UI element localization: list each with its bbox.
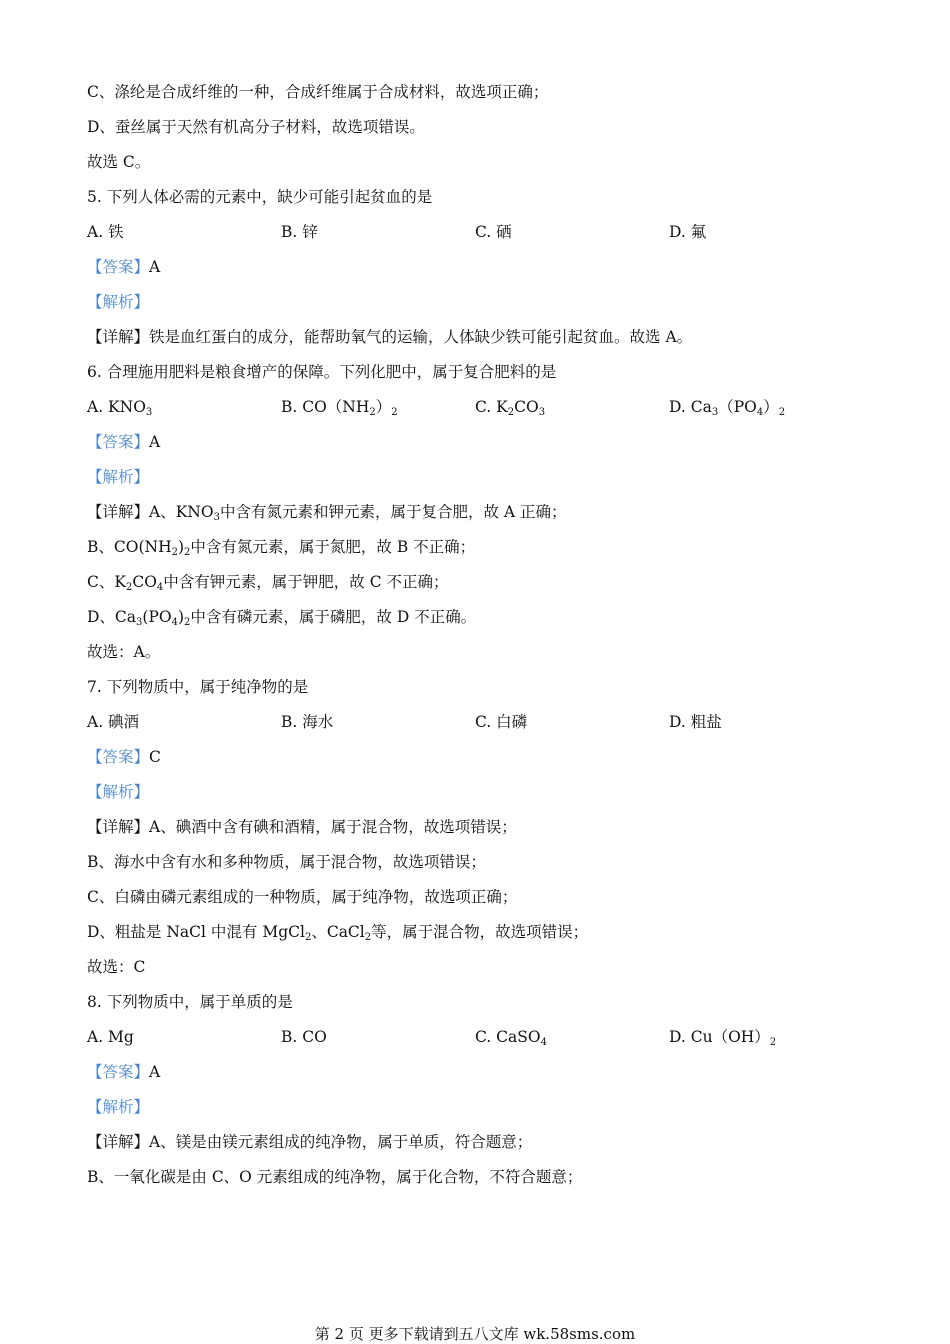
question-7-options xyxy=(0,712,950,732)
detail-line: B、海水中含有水和多种物质，属于混合物，故选项错误； xyxy=(87,853,486,871)
analysis-tag: 【解析】 xyxy=(87,293,150,311)
question-5-options xyxy=(0,222,950,242)
option-d: D. $Ca_3(PO_4)_2$ xyxy=(669,398,786,418)
answer-line xyxy=(87,257,160,277)
answer-value: A xyxy=(149,1063,161,1081)
question-6-stem: 6. 合理施用肥料是粮食增产的保障。下列化肥中，属于复合肥料的是 xyxy=(87,363,557,381)
option-c: C. CaSO$_4$ xyxy=(475,1028,547,1048)
detail-text: 铁是血红蛋白的成分，能帮助氧气的运输，人体缺少铁可能引起贫血。故选 A。 xyxy=(149,328,693,346)
option-c: C. $K_2CO_3$ xyxy=(475,398,546,418)
question-8-options xyxy=(0,1027,950,1047)
analysis-line xyxy=(87,467,149,487)
answer-tag: 【答案】 xyxy=(87,258,150,276)
analysis-line xyxy=(87,292,149,312)
detail-line: D、$Ca_3(PO_4)_2$中含有磷元素，属于磷肥，故 D 不正确。 xyxy=(87,608,477,628)
page-footer: 第 2 页 更多下载请到五八文库 wk.58sms.com xyxy=(314,1325,636,1343)
detail-line: 【详解】A、镁是由镁元素组成的纯净物，属于单质，符合题意； xyxy=(87,1133,533,1151)
answer-value: C xyxy=(149,748,161,766)
answer-value: A xyxy=(149,433,161,451)
answer-line xyxy=(87,1062,160,1082)
option-c: C. 硒 xyxy=(475,223,512,241)
option-b: B. 海水 xyxy=(281,713,334,731)
analysis-tag: 【解析】 xyxy=(87,783,150,801)
text-line: C、涤纶是合成纤维的一种，合成纤维属于合成材料，故选项正确； xyxy=(87,83,549,101)
question-6-options xyxy=(0,397,950,417)
conclusion-line: 故选：C xyxy=(87,958,146,976)
detail-line: C、白磷由磷元素组成的一种物质，属于纯净物，故选项正确； xyxy=(87,888,518,906)
detail-line: B、$CO(NH_2)_2$中含有氮元素，属于氮肥，故 B 不正确； xyxy=(87,538,476,558)
detail-tag: 【详解】 xyxy=(87,818,150,836)
answer-tag: 【答案】 xyxy=(87,1063,150,1081)
detail-line: D、粗盐是 NaCl 中混有 MgCl$_2$、CaCl$_2$等，属于混合物，故选项错误； xyxy=(87,923,589,943)
detail-tag: 【详解】 xyxy=(87,1133,150,1151)
option-a: A. Mg xyxy=(87,1028,134,1046)
detail-tag: 【详解】 xyxy=(87,328,150,346)
answer-tag: 【答案】 xyxy=(87,748,150,766)
text-line: D、蚕丝属于天然有机高分子材料，故选项错误。 xyxy=(87,118,425,136)
analysis-tag: 【解析】 xyxy=(87,1098,150,1116)
question-7-stem: 7. 下列物质中，属于纯净物的是 xyxy=(87,678,309,696)
answer-line xyxy=(87,432,160,452)
detail-line: C、$K_2CO_4$中含有钾元素，属于钾肥，故 C 不正确； xyxy=(87,573,449,593)
analysis-line xyxy=(87,1097,149,1117)
conclusion-line: 故选：A。 xyxy=(87,643,161,661)
option-d: D. 粗盐 xyxy=(669,713,722,731)
option-a: A. 铁 xyxy=(87,223,124,241)
detail-tag: 【详解】 xyxy=(87,503,150,521)
option-b: B. 锌 xyxy=(281,223,318,241)
answer-tag: 【答案】 xyxy=(87,433,150,451)
text-line: 故选 C。 xyxy=(87,153,151,171)
answer-line xyxy=(87,747,161,767)
option-a: A. 碘酒 xyxy=(87,713,140,731)
answer-value: A xyxy=(149,258,161,276)
analysis-tag: 【解析】 xyxy=(87,468,150,486)
option-c: C. 白磷 xyxy=(475,713,528,731)
detail-line xyxy=(87,327,692,347)
detail-line: 【详解】A、碘酒中含有碘和酒精，属于混合物，故选项错误； xyxy=(87,818,517,836)
option-b: B. CO xyxy=(281,1028,327,1046)
question-5-stem: 5. 下列人体必需的元素中，缺少可能引起贫血的是 xyxy=(87,188,433,206)
option-d: D. 氟 xyxy=(669,223,707,241)
detail-line: 【详解】A、$KNO_3$中含有氮元素和钾元素，属于复合肥，故 A 正确； xyxy=(87,503,567,523)
option-a: A. $KNO_3$ xyxy=(87,398,153,418)
detail-line: B、一氧化碳是由 C、O 元素组成的纯净物，属于化合物，不符合题意； xyxy=(87,1168,583,1186)
option-d: D. $Cu(OH)_2$ xyxy=(669,1028,777,1048)
question-8-stem: 8. 下列物质中，属于单质的是 xyxy=(87,993,293,1011)
option-b: B. $CO(NH_2)_2$ xyxy=(281,398,398,418)
analysis-line xyxy=(87,782,149,802)
